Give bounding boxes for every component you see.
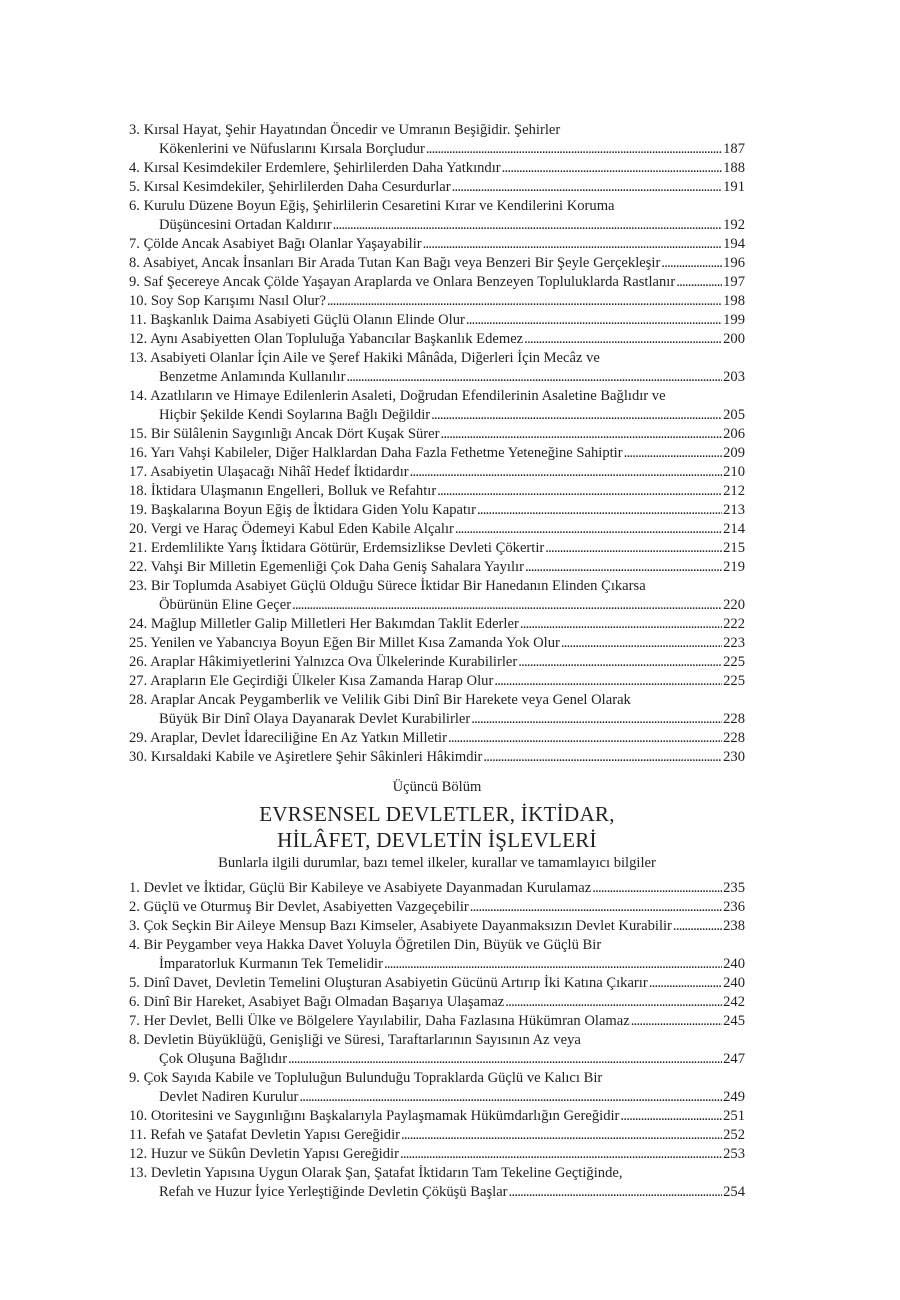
toc-page-number: 238 [723, 918, 745, 934]
toc-leader-dots [299, 1088, 722, 1107]
toc-entry-title: 9. Saf Şecereye Ancak Çölde Yaşayan Araplarda ve Onlara Benzeyen Topluluklarda Rastlanır [129, 274, 676, 290]
toc-leader-dots [401, 1126, 722, 1145]
section-label: Üçüncü Bölüm [392, 779, 482, 795]
toc-leader-dots [346, 368, 722, 387]
toc-leader-dots [561, 634, 722, 653]
toc-entry-title: 22. Vahşi Bir Milletin Egemenliği Çok Daha Geniş Sahalara Yayılır [129, 559, 524, 575]
toc-entry-title: 16. Yarı Vahşi Kabileler, Diğer Halklardan Daha Fazla Fethetme Yeteneğine Sahiptir [129, 445, 623, 461]
toc-leader-dots [437, 482, 722, 501]
toc-entry-title: 5. Dinî Davet, Devletin Temelini Oluşturan Asabiyetin Gücünü Artırıp İki Katına Çıkarır [129, 975, 648, 991]
toc-page-number: 225 [723, 654, 745, 670]
toc-entry-title: 14. Azatlıların ve Himaye Edilenlerin Asaleti, Doğrudan Efendilerinin Asaletine Bağlıdır ve [129, 388, 666, 404]
toc-entry-title: 26. Araplar Hâkimiyetlerini Yalnızca Ova Ülkelerinde Kurabilirler [129, 654, 518, 670]
toc-leader-dots [448, 729, 722, 748]
toc-list-part1 [129, 121, 745, 767]
toc-page-number: 187 [723, 141, 745, 157]
toc-page-number: 249 [723, 1089, 745, 1105]
toc-page-number: 230 [723, 749, 745, 765]
toc-entry [129, 917, 745, 936]
toc-entry-title: 11. Refah ve Şatafat Devletin Yapısı Gereğidir [129, 1127, 400, 1143]
toc-entry [129, 936, 745, 974]
toc-entry [129, 254, 745, 273]
toc-entry-title: Kökenlerini ve Nüfuslarını Kırsala Borçludur [159, 141, 425, 157]
toc-entry [129, 729, 745, 748]
toc-entry [129, 1145, 745, 1164]
toc-entry-title: Hiçbir Şekilde Kendi Soylarına Bağlı Değildir [159, 407, 431, 423]
toc-leader-dots [452, 178, 723, 197]
toc-leader-dots [333, 216, 722, 235]
toc-leader-dots [673, 917, 722, 936]
toc-leader-dots [505, 993, 722, 1012]
section-title-line2: HİLÂFET, DEVLETİN İŞLEVLERİ [277, 828, 597, 852]
toc-entry [129, 1031, 745, 1069]
toc-entry-title: 13. Devletin Yapısına Uygun Olarak Şan, Şatafat İktidarın Tam Tekeline Geçtiğinde, [129, 1165, 623, 1181]
toc-entry [129, 482, 745, 501]
toc-entry-title: Büyük Bir Dinî Olaya Dayanarak Devlet Kurabilirler [159, 711, 471, 727]
toc-entry [129, 539, 745, 558]
toc-page-number: 252 [723, 1127, 745, 1143]
toc-entry-title: 5. Kırsal Kesimdekiler, Şehirlilerden Daha Cesurdurlar [129, 179, 451, 195]
toc-entry-title: 12. Huzur ve Sükûn Devletin Yapısı Gereğidir [129, 1146, 399, 1162]
toc-entry [129, 691, 745, 729]
toc-leader-dots [676, 273, 722, 292]
toc-entry [129, 273, 745, 292]
toc-leader-dots [410, 463, 722, 482]
toc-page-number: 228 [723, 711, 745, 727]
toc-leader-dots [502, 159, 722, 178]
toc-leader-dots [661, 254, 722, 273]
toc-entry [129, 1012, 745, 1031]
toc-page-number: 219 [723, 559, 745, 575]
toc-entry-title: 8. Devletin Büyüklüğü, Genişliği ve Süresi, Taraftarlarının Sayısının Az veya [129, 1032, 581, 1048]
toc-entry [129, 615, 745, 634]
toc-leader-dots [494, 672, 722, 691]
toc-entry [129, 1164, 745, 1202]
toc-page-number: 199 [723, 312, 745, 328]
toc-leader-dots [384, 955, 722, 974]
toc-page-number: 188 [723, 160, 745, 176]
toc-entry-title: 23. Bir Toplumda Asabiyet Güçlü Olduğu Sürece İktidar Bir Hanedanın Elinden Çıkarsa [129, 578, 646, 594]
toc-entry [129, 425, 745, 444]
toc-leader-dots [509, 1183, 723, 1202]
toc-entry [129, 463, 745, 482]
toc-leader-dots [441, 425, 723, 444]
toc-entry-title: 17. Asabiyetin Ulaşacağı Nihâî Hedef İktidardır [129, 464, 409, 480]
toc-leader-dots [483, 748, 722, 767]
toc-entry-title: Düşüncesini Ortadan Kaldırır [159, 217, 332, 233]
toc-entry-title: 19. Başkalarına Boyun Eğiş de İktidara Giden Yolu Kapatır [129, 502, 476, 518]
toc-leader-dots [292, 596, 722, 615]
toc-entry-title: 12. Aynı Asabiyetten Olan Topluluğa Yabancılar Başkanlık Edemez [129, 331, 524, 347]
toc-entry-title: 3. Çok Seçkin Bir Aileye Mensup Bazı Kimseler, Asabiyete Dayanmaksızın Devlet Kurabilir [129, 918, 672, 934]
toc-entry-title: 20. Vergi ve Haraç Ödemeyi Kabul Eden Kabile Alçalır [129, 521, 454, 537]
toc-entry [129, 501, 745, 520]
toc-page-number: 225 [723, 673, 745, 689]
toc-leader-dots [470, 898, 722, 917]
toc-page-number: 251 [723, 1108, 745, 1124]
section-heading [129, 777, 745, 873]
toc-entry [129, 311, 745, 330]
toc-entry-title: 6. Dinî Bir Hareket, Asabiyet Bağı Olmadan Başarıya Ulaşamaz [129, 994, 505, 1010]
toc-page-number: 254 [723, 1184, 745, 1200]
toc-entry-title: 15. Bir Sülâlenin Saygınlığı Ancak Dört Kuşak Sürer [129, 426, 440, 442]
toc-page-number: 240 [723, 975, 745, 991]
toc-leader-dots [620, 1107, 722, 1126]
toc-entry-title: 4. Bir Peygamber veya Hakka Davet Yoluyla Öğretilen Din, Büyük ve Güçlü Bir [129, 937, 602, 953]
toc-page-number: 235 [723, 880, 745, 896]
toc-entry [129, 387, 745, 425]
toc-page-number: 209 [723, 445, 745, 461]
toc-page-number: 245 [723, 1013, 745, 1029]
toc-leader-dots [400, 1145, 722, 1164]
toc-leader-dots [649, 974, 722, 993]
toc-page-number: 191 [723, 179, 745, 195]
toc-page-number: 214 [723, 521, 745, 537]
toc-entry-title: 29. Araplar, Devlet İdareciliğine En Az Yatkın Milletir [129, 730, 447, 746]
toc-entry [129, 879, 745, 898]
toc-page-number: 253 [723, 1146, 745, 1162]
toc-entry-title: 30. Kırsaldaki Kabile ve Aşiretlere Şehir Sâkinleri Hâkimdir [129, 749, 483, 765]
toc-entry [129, 292, 745, 311]
toc-entry-title: 1. Devlet ve İktidar, Güçlü Bir Kabileye ve Asabiyete Dayanmadan Kurulamaz [129, 880, 592, 896]
toc-page-number: 242 [723, 994, 745, 1010]
toc-entry [129, 1107, 745, 1126]
toc-page-number: 192 [723, 217, 745, 233]
toc-page-number: 247 [723, 1051, 745, 1067]
toc-leader-dots [524, 330, 722, 349]
toc-entry-title: 8. Asabiyet, Ancak İnsanları Bir Arada Tutan Kan Bağı veya Benzeri Bir Şeyle Gerçekleşir [129, 255, 661, 271]
toc-leader-dots [477, 501, 722, 520]
toc-page-number: 215 [723, 540, 745, 556]
toc-page-number: 205 [723, 407, 745, 423]
toc-entry [129, 1069, 745, 1107]
toc-entry [129, 653, 745, 672]
toc-entry [129, 235, 745, 254]
toc-entry [129, 748, 745, 767]
toc-page-number: 203 [723, 369, 745, 385]
toc-entry [129, 634, 745, 653]
toc-entry-title: 7. Çölde Ancak Asabiyet Bağı Olanlar Yaşayabilir [129, 236, 422, 252]
toc-entry-title: 9. Çok Sayıda Kabile ve Topluluğun Bulunduğu Topraklarda Güçlü ve Kalıcı Bir [129, 1070, 603, 1086]
toc-entry-title: Çok Oluşuna Bağlıdır [159, 1051, 288, 1067]
toc-entry-title: 25. Yenilen ve Yabancıya Boyun Eğen Bir Millet Kısa Zamanda Yok Olur [129, 635, 560, 651]
toc-page-number: 206 [723, 426, 745, 442]
toc-leader-dots [327, 292, 722, 311]
toc-entry [129, 444, 745, 463]
toc-page-number: 228 [723, 730, 745, 746]
toc-entry [129, 577, 745, 615]
toc-entry [129, 1126, 745, 1145]
section-subtitle: Bunlarla ilgili durumlar, bazı temel ilkeler, kurallar ve tamamlayıcı bilgiler [218, 855, 656, 871]
toc-page-number: 222 [723, 616, 745, 632]
toc-entry-title: 24. Mağlup Milletler Galip Milletleri Her Bakımdan Taklit Ederler [129, 616, 519, 632]
toc-entry-title: 4. Kırsal Kesimdekiler Erdemlere, Şehirlilerden Daha Yatkındır [129, 160, 501, 176]
toc-leader-dots [288, 1050, 722, 1069]
toc-entry-title: 7. Her Devlet, Belli Ülke ve Bölgelere Yayılabilir, Daha Fazlasına Hükümran Olamaz [129, 1013, 630, 1029]
toc-entry [129, 197, 745, 235]
toc-entry [129, 349, 745, 387]
toc-page-number: 196 [723, 255, 745, 271]
toc-leader-dots [471, 710, 722, 729]
toc-page-number: 220 [723, 597, 745, 613]
toc-leader-dots [624, 444, 723, 463]
toc-entry-title: 28. Araplar Ancak Peygamberlik ve Velilik Gibi Dinî Bir Harekete veya Genel Olarak [129, 692, 631, 708]
toc-entry [129, 520, 745, 539]
toc-leader-dots [466, 311, 722, 330]
toc-page-number: 223 [723, 635, 745, 651]
toc-entry-title: 27. Arapların Ele Geçirdiği Ülkeler Kısa Zamanda Harap Olur [129, 673, 494, 689]
toc-leader-dots [431, 406, 722, 425]
toc-list-part2 [129, 879, 745, 1202]
toc-page-number: 198 [723, 293, 745, 309]
toc-entry-title: 10. Otoritesini ve Saygınlığını Başkalarıyla Paylaşmamak Hükümdarlığın Gereğidir [129, 1108, 620, 1124]
toc-page-number: 212 [723, 483, 745, 499]
toc-entry-title: 18. İktidara Ulaşmanın Engelleri, Bolluk ve Refahtır [129, 483, 437, 499]
toc-page-number: 236 [723, 899, 745, 915]
toc-leader-dots [631, 1012, 722, 1031]
toc-entry-title: 6. Kurulu Düzene Boyun Eğiş, Şehirlilerin Cesaretini Kırar ve Kendilerini Koruma [129, 198, 615, 214]
toc-entry-title: İmparatorluk Kurmanın Tek Temelidir [159, 956, 383, 972]
toc-entry [129, 558, 745, 577]
toc-entry [129, 898, 745, 917]
toc-page-number: 197 [723, 274, 745, 290]
toc-leader-dots [592, 879, 722, 898]
toc-entry [129, 974, 745, 993]
toc-leader-dots [455, 520, 722, 539]
toc-page-number: 210 [723, 464, 745, 480]
toc-page-number: 194 [723, 236, 745, 252]
toc-leader-dots [518, 653, 722, 672]
toc-entry-title: 3. Kırsal Hayat, Şehir Hayatından Öncedir ve Umranın Beşiğidir. Şehirler [129, 122, 561, 138]
toc-entry-title: Benzetme Anlamında Kullanılır [159, 369, 346, 385]
toc-page-number: 213 [723, 502, 745, 518]
toc-entry [129, 121, 745, 159]
toc-leader-dots [520, 615, 722, 634]
toc-page-number: 240 [723, 956, 745, 972]
toc-leader-dots [525, 558, 722, 577]
toc-entry [129, 993, 745, 1012]
toc-entry-title: 11. Başkanlık Daima Asabiyeti Güçlü Olanın Elinde Olur [129, 312, 465, 328]
toc-entry [129, 159, 745, 178]
toc-entry-title: 10. Soy Sop Karışımı Nasıl Olur? [129, 293, 327, 309]
toc-entry-title: Öbürünün Eline Geçer [159, 597, 292, 613]
toc-leader-dots [545, 539, 722, 558]
toc-entry-title: 21. Erdemlilikte Yarış İktidara Götürür, Erdemsizlikse Devleti Çökertir [129, 540, 545, 556]
toc-entry-title: Refah ve Huzur İyice Yerleştiğinde Devletin Çöküşü Başlar [159, 1184, 508, 1200]
toc-entry [129, 672, 745, 691]
toc-entry-title: 2. Güçlü ve Oturmuş Bir Devlet, Asabiyetten Vazgeçebilir [129, 899, 469, 915]
toc-entry-title: Devlet Nadiren Kurulur [159, 1089, 299, 1105]
toc-leader-dots [426, 140, 722, 159]
toc-entry [129, 178, 745, 197]
toc-page-number: 200 [723, 331, 745, 347]
toc-leader-dots [423, 235, 722, 254]
toc-entry-title: 13. Asabiyeti Olanlar İçin Aile ve Şeref Hakiki Mânâda, Diğerleri İçin Mecâz ve [129, 350, 600, 366]
section-title-line1: EVRSENSEL DEVLETLER, İKTİDAR, [259, 802, 615, 826]
table-of-contents [129, 121, 745, 1202]
toc-entry [129, 330, 745, 349]
